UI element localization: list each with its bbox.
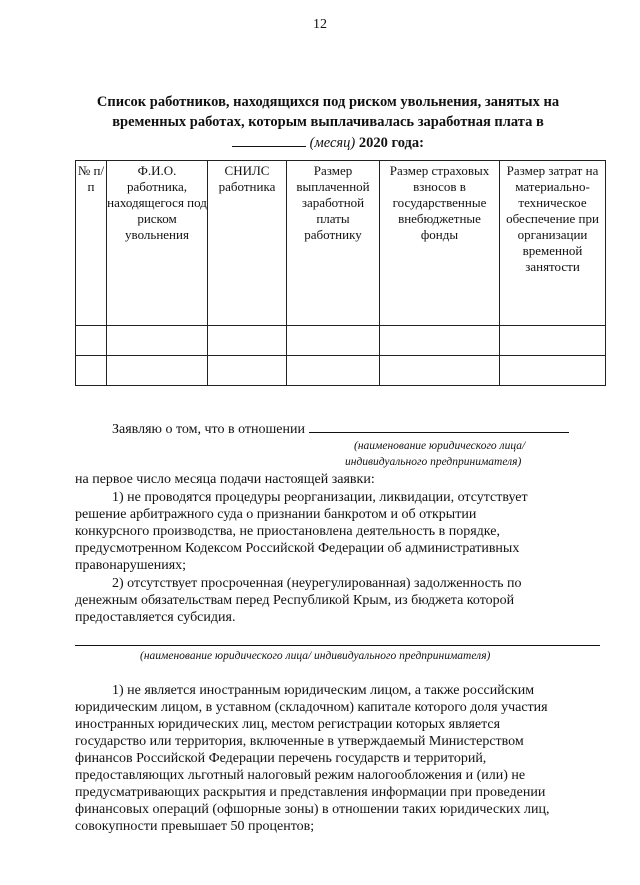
item1-line: 1) не проводятся процедуры реорганизации, ликвидации, отсутствует bbox=[112, 490, 528, 505]
title-line-3 bbox=[88, 132, 568, 153]
table-header-row bbox=[76, 161, 606, 326]
block2-item1-line: финансов Российской Федерации перечень государств и территорий, bbox=[75, 751, 487, 766]
table-cell[interactable] bbox=[287, 326, 380, 356]
item1-line: предусмотренном Кодексом Российской Федерации об административных bbox=[75, 541, 520, 556]
block2-item1-line: предоставляющих льготный налоговый режим налогообложения и (или) не bbox=[75, 768, 526, 783]
table-cell[interactable] bbox=[208, 326, 287, 356]
table-row bbox=[76, 326, 606, 356]
entity-hint-1: (наименование юридического лица/ bbox=[354, 440, 526, 452]
block2-item1-line: финансовых операций (офшорные зоны) в отношении таких юридических лиц, bbox=[75, 802, 550, 817]
table-cell[interactable] bbox=[208, 356, 287, 386]
item2-line: денежным обязательствам перед Республикой Крым, из бюджета которой bbox=[75, 593, 515, 608]
entity-hint-full: (наименование юридического лица/ индивидуального предпринимателя) bbox=[140, 650, 491, 662]
declaration-continuation: на первое число месяца подачи настоящей заявки: bbox=[75, 472, 375, 487]
table-cell[interactable] bbox=[500, 356, 606, 386]
item1-line: решение арбитражного суда о признании банкротом и об открытии bbox=[75, 507, 477, 522]
table-cell[interactable] bbox=[287, 356, 380, 386]
table-cell[interactable] bbox=[380, 326, 500, 356]
item2-line: предоставляется субсидия. bbox=[75, 610, 236, 625]
block2-item1-line: совокупности превышает 50 процентов; bbox=[75, 819, 315, 834]
month-blank[interactable] bbox=[232, 132, 306, 147]
col-header-salary: Размер выплаченной заработной платы работнику bbox=[287, 161, 380, 326]
document-title bbox=[88, 92, 568, 153]
title-year: 2020 года: bbox=[355, 135, 424, 151]
col-header-material-costs: Размер затрат на материально-техническое обеспечение при организации временной занятости bbox=[500, 161, 606, 326]
entity-name-line[interactable] bbox=[75, 645, 600, 646]
table-cell[interactable] bbox=[500, 326, 606, 356]
entity-name-blank[interactable] bbox=[309, 418, 569, 433]
block2-item1-line: иностранных юридических лиц, местом регистрации которых является bbox=[75, 717, 501, 732]
item1-line: конкурсного производства, не приостановлена деятельность в порядке, bbox=[75, 524, 500, 539]
entity-hint-2: индивидуального предпринимателя) bbox=[345, 456, 522, 468]
item1-line: правонарушениях; bbox=[75, 558, 187, 573]
block2-item1-line: предусматривающих раскрытия и представления информации при проведении bbox=[75, 785, 546, 800]
block2-item1-line: 1) не является иностранным юридическим лицом, а также российским bbox=[112, 683, 535, 698]
block2-item1-line: юридическим лицом, в уставном (складочном) капитале которого доля участия bbox=[75, 700, 548, 715]
col-header-insurance: Размер страховых взносов в государственные внебюджетные фонды bbox=[380, 161, 500, 326]
table-cell[interactable] bbox=[76, 356, 107, 386]
table-cell[interactable] bbox=[76, 326, 107, 356]
title-line-1: Список работников, находящихся под риском увольнения, занятых на bbox=[96, 94, 560, 110]
block2-item1-line: государство или территория, включенные в утверждаемый Министерством bbox=[75, 734, 524, 749]
page-number: 12 bbox=[313, 17, 327, 32]
col-header-snils: СНИЛС работника bbox=[208, 161, 287, 326]
title-line-2: временных работах, которым выплачивалась заработная плата в bbox=[112, 114, 544, 130]
month-hint: (месяц) bbox=[309, 135, 356, 151]
col-header-full-name: Ф.И.О. работника, находящегося под риском увольнения bbox=[107, 161, 208, 326]
declaration-intro-line bbox=[112, 418, 602, 438]
table-cell[interactable] bbox=[380, 356, 500, 386]
col-header-number: № п/п bbox=[76, 161, 107, 326]
table-cell[interactable] bbox=[107, 326, 208, 356]
item2-line: 2) отсутствует просроченная (неурегулированная) задолженность по bbox=[112, 576, 522, 591]
staff-table bbox=[75, 160, 606, 386]
declaration-intro: Заявляю о том, что в отношении bbox=[112, 422, 305, 437]
table-row bbox=[76, 356, 606, 386]
table-cell[interactable] bbox=[107, 356, 208, 386]
